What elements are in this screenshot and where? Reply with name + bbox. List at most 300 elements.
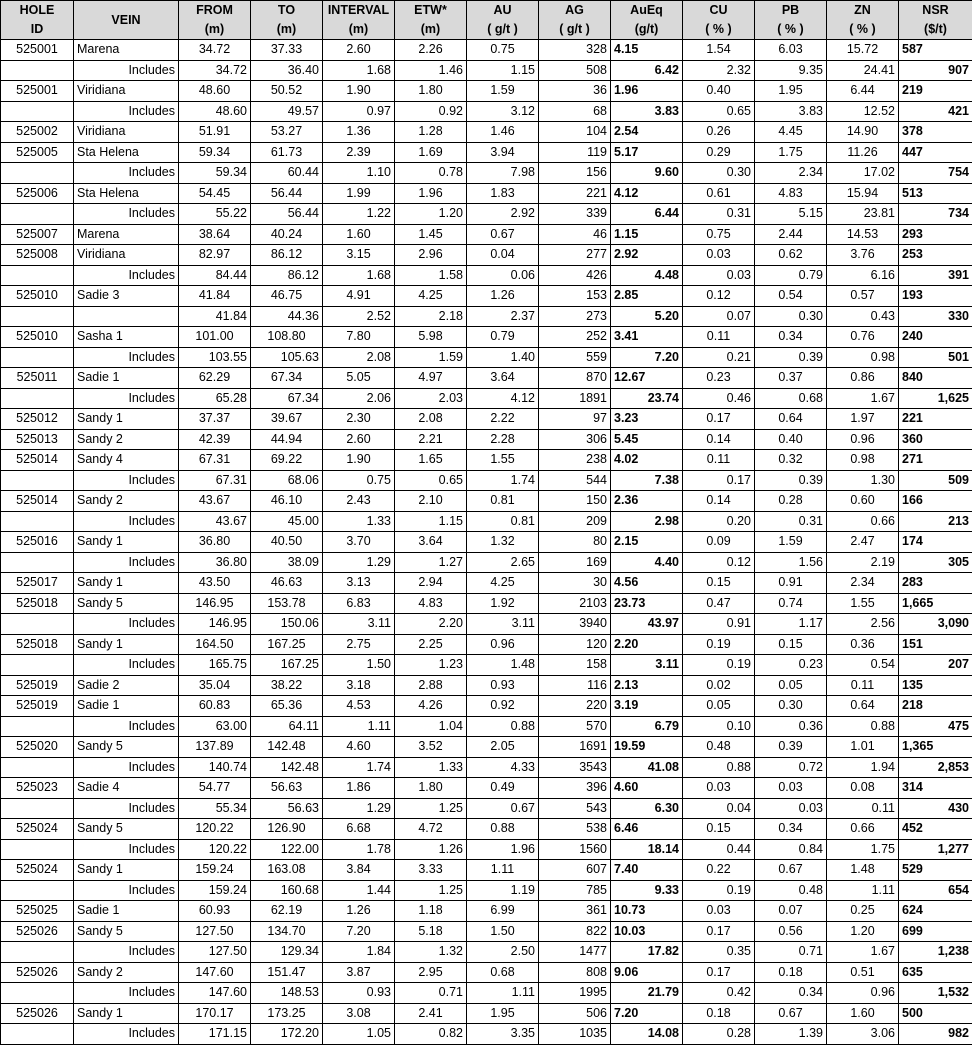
cell-to: 86.12 [251, 245, 323, 266]
table-row [1, 798, 972, 819]
cell-interval: 2.39 [323, 142, 395, 163]
cell-etw: 1.28 [395, 122, 467, 143]
cell-from: 103.55 [179, 347, 251, 368]
table-row [1, 306, 972, 327]
cell-cu: 0.12 [683, 552, 755, 573]
cell-aueq: 3.83 [611, 101, 683, 122]
cell-au: 3.11 [467, 614, 539, 635]
cell-ag: 328 [539, 40, 611, 61]
cell-aueq: 5.17 [611, 142, 683, 163]
cell-interval: 1.60 [323, 224, 395, 245]
cell-to: 46.10 [251, 491, 323, 512]
cell-cu: 0.18 [683, 1003, 755, 1024]
cell-zn: 1.75 [827, 839, 899, 860]
cell-from: 41.84 [179, 306, 251, 327]
cell-cu: 0.09 [683, 532, 755, 553]
cell-interval: 1.26 [323, 901, 395, 922]
cell-au: 0.81 [467, 511, 539, 532]
cell-interval: 1.78 [323, 839, 395, 860]
cell-nsr: 452 [899, 819, 972, 840]
cell-zn: 0.96 [827, 429, 899, 450]
cell-zn: 11.26 [827, 142, 899, 163]
cell-interval: 6.83 [323, 593, 395, 614]
cell-au: 2.92 [467, 204, 539, 225]
table-row [1, 286, 972, 307]
cell-cu: 0.11 [683, 327, 755, 348]
cell-au: 3.94 [467, 142, 539, 163]
cell-aueq: 4.56 [611, 573, 683, 594]
cell-interval: 3.70 [323, 532, 395, 553]
cell-nsr: 501 [899, 347, 972, 368]
cell-pb: 0.18 [755, 962, 827, 983]
cell-aueq: 7.20 [611, 1003, 683, 1024]
cell-pb: 1.95 [755, 81, 827, 102]
cell-au: 4.25 [467, 573, 539, 594]
cell-interval: 1.84 [323, 942, 395, 963]
cell-interval: 1.90 [323, 81, 395, 102]
cell-hole-id: 525019 [1, 696, 74, 717]
unit-au: ( g/t ) [467, 20, 539, 40]
cell-au: 0.68 [467, 962, 539, 983]
cell-etw: 1.26 [395, 839, 467, 860]
cell-pb: 0.36 [755, 716, 827, 737]
cell-aueq: 4.60 [611, 778, 683, 799]
cell-vein: Includes [74, 60, 179, 81]
cell-to: 134.70 [251, 921, 323, 942]
cell-aueq: 6.44 [611, 204, 683, 225]
cell-from: 34.72 [179, 40, 251, 61]
cell-cu: 0.61 [683, 183, 755, 204]
cell-etw: 1.80 [395, 778, 467, 799]
cell-from: 140.74 [179, 757, 251, 778]
cell-zn: 0.96 [827, 983, 899, 1004]
cell-ag: 1691 [539, 737, 611, 758]
cell-from: 43.50 [179, 573, 251, 594]
cell-cu: 0.29 [683, 142, 755, 163]
cell-vein: Sasha 1 [74, 327, 179, 348]
table-row [1, 224, 972, 245]
cell-ag: 808 [539, 962, 611, 983]
table-row [1, 655, 972, 676]
table-row [1, 388, 972, 409]
cell-interval: 3.84 [323, 860, 395, 881]
cell-ag: 559 [539, 347, 611, 368]
cell-interval: 1.50 [323, 655, 395, 676]
cell-pb: 0.34 [755, 983, 827, 1004]
cell-nsr: 907 [899, 60, 972, 81]
cell-aueq: 23.74 [611, 388, 683, 409]
cell-to: 38.09 [251, 552, 323, 573]
cell-from: 60.93 [179, 901, 251, 922]
cell-to: 163.08 [251, 860, 323, 881]
cell-to: 36.40 [251, 60, 323, 81]
cell-from: 82.97 [179, 245, 251, 266]
cell-pb: 0.34 [755, 819, 827, 840]
cell-hole-id: 525024 [1, 860, 74, 881]
cell-vein: Sandy 1 [74, 573, 179, 594]
cell-cu: 0.75 [683, 224, 755, 245]
cell-hole-id [1, 388, 74, 409]
cell-pb: 0.67 [755, 1003, 827, 1024]
cell-nsr: 475 [899, 716, 972, 737]
cell-hole-id: 525001 [1, 40, 74, 61]
table-row [1, 696, 972, 717]
cell-nsr: 213 [899, 511, 972, 532]
cell-ag: 238 [539, 450, 611, 471]
cell-cu: 0.31 [683, 204, 755, 225]
cell-etw: 1.69 [395, 142, 467, 163]
cell-etw: 3.52 [395, 737, 467, 758]
cell-au: 0.49 [467, 778, 539, 799]
cell-etw: 2.95 [395, 962, 467, 983]
cell-to: 108.80 [251, 327, 323, 348]
unit-ag: ( g/t ) [539, 20, 611, 40]
cell-nsr: 218 [899, 696, 972, 717]
cell-ag: 153 [539, 286, 611, 307]
unit-zn: ( % ) [827, 20, 899, 40]
cell-to: 46.75 [251, 286, 323, 307]
unit-hole: ID [1, 20, 74, 40]
cell-au: 3.12 [467, 101, 539, 122]
cell-hole-id [1, 511, 74, 532]
cell-etw: 2.03 [395, 388, 467, 409]
cell-aueq: 3.23 [611, 409, 683, 430]
cell-etw: 5.18 [395, 921, 467, 942]
cell-from: 159.24 [179, 860, 251, 881]
cell-ag: 870 [539, 368, 611, 389]
table-row [1, 101, 972, 122]
cell-vein: Includes [74, 388, 179, 409]
header-vein: VEIN [74, 1, 179, 40]
cell-zn: 0.98 [827, 450, 899, 471]
cell-aueq: 4.02 [611, 450, 683, 471]
cell-etw: 2.25 [395, 634, 467, 655]
cell-ag: 396 [539, 778, 611, 799]
cell-ag: 169 [539, 552, 611, 573]
table-row [1, 737, 972, 758]
cell-pb: 0.39 [755, 737, 827, 758]
cell-ag: 209 [539, 511, 611, 532]
cell-au: 0.88 [467, 819, 539, 840]
cell-cu: 0.26 [683, 122, 755, 143]
cell-au: 0.96 [467, 634, 539, 655]
cell-nsr: 330 [899, 306, 972, 327]
cell-vein: Sandy 1 [74, 860, 179, 881]
cell-to: 68.06 [251, 470, 323, 491]
cell-to: 38.22 [251, 675, 323, 696]
cell-ag: 570 [539, 716, 611, 737]
cell-cu: 0.44 [683, 839, 755, 860]
cell-hole-id [1, 839, 74, 860]
table-row [1, 122, 972, 143]
cell-au: 4.33 [467, 757, 539, 778]
cell-aueq: 1.96 [611, 81, 683, 102]
cell-pb: 4.83 [755, 183, 827, 204]
cell-au: 1.95 [467, 1003, 539, 1024]
cell-nsr: 635 [899, 962, 972, 983]
cell-zn: 0.60 [827, 491, 899, 512]
cell-aueq: 5.20 [611, 306, 683, 327]
cell-hole-id [1, 655, 74, 676]
cell-etw: 2.88 [395, 675, 467, 696]
table-row [1, 921, 972, 942]
cell-vein: Includes [74, 614, 179, 635]
cell-cu: 0.15 [683, 819, 755, 840]
cell-au: 7.98 [467, 163, 539, 184]
unit-from: (m) [179, 20, 251, 40]
cell-cu: 0.03 [683, 265, 755, 286]
cell-au: 3.64 [467, 368, 539, 389]
table-row [1, 40, 972, 61]
cell-pb: 0.34 [755, 327, 827, 348]
cell-aueq: 12.67 [611, 368, 683, 389]
cell-cu: 0.35 [683, 942, 755, 963]
cell-to: 86.12 [251, 265, 323, 286]
cell-zn: 2.19 [827, 552, 899, 573]
cell-etw: 1.25 [395, 880, 467, 901]
table-row [1, 757, 972, 778]
cell-from: 36.80 [179, 552, 251, 573]
cell-cu: 0.14 [683, 429, 755, 450]
cell-ag: 1891 [539, 388, 611, 409]
cell-zn: 24.41 [827, 60, 899, 81]
cell-cu: 0.19 [683, 634, 755, 655]
cell-etw: 4.26 [395, 696, 467, 717]
cell-interval: 1.10 [323, 163, 395, 184]
cell-ag: 426 [539, 265, 611, 286]
cell-zn: 0.64 [827, 696, 899, 717]
cell-from: 62.29 [179, 368, 251, 389]
cell-ag: 46 [539, 224, 611, 245]
cell-interval: 2.52 [323, 306, 395, 327]
cell-etw: 4.83 [395, 593, 467, 614]
cell-nsr: 135 [899, 675, 972, 696]
cell-nsr: 624 [899, 901, 972, 922]
cell-ag: 104 [539, 122, 611, 143]
table-row [1, 1003, 972, 1024]
cell-from: 67.31 [179, 450, 251, 471]
table-row [1, 429, 972, 450]
cell-au: 1.11 [467, 860, 539, 881]
cell-aueq: 3.41 [611, 327, 683, 348]
unit-etw: (m) [395, 20, 467, 40]
cell-pb: 1.56 [755, 552, 827, 573]
cell-vein: Includes [74, 716, 179, 737]
cell-interval: 1.33 [323, 511, 395, 532]
cell-cu: 0.22 [683, 860, 755, 881]
cell-etw: 4.72 [395, 819, 467, 840]
cell-aueq: 6.79 [611, 716, 683, 737]
cell-from: 59.34 [179, 142, 251, 163]
cell-pb: 0.37 [755, 368, 827, 389]
cell-from: 51.91 [179, 122, 251, 143]
cell-cu: 0.03 [683, 778, 755, 799]
cell-cu: 0.20 [683, 511, 755, 532]
cell-ag: 822 [539, 921, 611, 942]
cell-interval: 2.08 [323, 347, 395, 368]
cell-from: 159.24 [179, 880, 251, 901]
cell-vein: Viridiana [74, 245, 179, 266]
cell-to: 61.73 [251, 142, 323, 163]
cell-pb: 0.03 [755, 778, 827, 799]
cell-pb: 9.35 [755, 60, 827, 81]
cell-from: 84.44 [179, 265, 251, 286]
header-aueq: AuEq [611, 1, 683, 21]
cell-cu: 0.12 [683, 286, 755, 307]
cell-vein: Sadie 3 [74, 286, 179, 307]
table-row [1, 778, 972, 799]
cell-au: 0.79 [467, 327, 539, 348]
cell-aueq: 2.20 [611, 634, 683, 655]
cell-ag: 30 [539, 573, 611, 594]
cell-vein: Includes [74, 101, 179, 122]
cell-to: 167.25 [251, 655, 323, 676]
cell-zn: 0.08 [827, 778, 899, 799]
cell-ag: 119 [539, 142, 611, 163]
cell-hole-id [1, 347, 74, 368]
cell-cu: 0.10 [683, 716, 755, 737]
cell-hole-id [1, 60, 74, 81]
cell-nsr: 193 [899, 286, 972, 307]
cell-ag: 158 [539, 655, 611, 676]
header-from: FROM [179, 1, 251, 21]
cell-vein: Includes [74, 983, 179, 1004]
cell-zn: 2.56 [827, 614, 899, 635]
cell-ag: 277 [539, 245, 611, 266]
cell-to: 50.52 [251, 81, 323, 102]
cell-nsr: 500 [899, 1003, 972, 1024]
cell-vein: Includes [74, 552, 179, 573]
cell-etw: 4.25 [395, 286, 467, 307]
cell-etw: 0.71 [395, 983, 467, 1004]
table-row [1, 81, 972, 102]
cell-from: 48.60 [179, 101, 251, 122]
table-row [1, 675, 972, 696]
cell-etw: 2.21 [395, 429, 467, 450]
cell-interval: 1.74 [323, 757, 395, 778]
table-row [1, 839, 972, 860]
table-row [1, 491, 972, 512]
cell-hole-id: 525023 [1, 778, 74, 799]
cell-to: 160.68 [251, 880, 323, 901]
cell-from: 42.39 [179, 429, 251, 450]
cell-interval: 1.36 [323, 122, 395, 143]
cell-vein: Marena [74, 224, 179, 245]
cell-etw: 1.58 [395, 265, 467, 286]
cell-from: 165.75 [179, 655, 251, 676]
cell-cu: 0.17 [683, 962, 755, 983]
cell-to: 40.24 [251, 224, 323, 245]
cell-hole-id [1, 614, 74, 635]
cell-vein: Sandy 5 [74, 593, 179, 614]
cell-nsr: 529 [899, 860, 972, 881]
cell-hole-id: 525014 [1, 491, 74, 512]
cell-cu: 0.47 [683, 593, 755, 614]
cell-etw: 3.64 [395, 532, 467, 553]
cell-from: 120.22 [179, 819, 251, 840]
cell-etw: 0.65 [395, 470, 467, 491]
cell-interval: 1.29 [323, 798, 395, 819]
cell-nsr: 1,665 [899, 593, 972, 614]
cell-aueq: 4.12 [611, 183, 683, 204]
unit-cu: ( % ) [683, 20, 755, 40]
cell-to: 129.34 [251, 942, 323, 963]
cell-cu: 0.17 [683, 921, 755, 942]
cell-to: 67.34 [251, 368, 323, 389]
cell-from: 35.04 [179, 675, 251, 696]
cell-interval: 1.22 [323, 204, 395, 225]
cell-pb: 0.32 [755, 450, 827, 471]
cell-au: 0.93 [467, 675, 539, 696]
cell-zn: 12.52 [827, 101, 899, 122]
cell-pb: 0.54 [755, 286, 827, 307]
table-row [1, 265, 972, 286]
cell-ag: 538 [539, 819, 611, 840]
cell-nsr: 699 [899, 921, 972, 942]
cell-interval: 3.08 [323, 1003, 395, 1024]
cell-pb: 0.48 [755, 880, 827, 901]
cell-to: 142.48 [251, 737, 323, 758]
cell-interval: 2.60 [323, 40, 395, 61]
table-row [1, 634, 972, 655]
cell-zn: 0.98 [827, 347, 899, 368]
cell-ag: 221 [539, 183, 611, 204]
table-row [1, 327, 972, 348]
table-row [1, 716, 972, 737]
cell-pb: 2.44 [755, 224, 827, 245]
cell-nsr: 293 [899, 224, 972, 245]
cell-aueq: 21.79 [611, 983, 683, 1004]
cell-aueq: 43.97 [611, 614, 683, 635]
cell-pb: 0.39 [755, 470, 827, 491]
cell-hole-id [1, 1024, 74, 1045]
cell-vein: Sadie 1 [74, 696, 179, 717]
table-row [1, 368, 972, 389]
cell-pb: 2.34 [755, 163, 827, 184]
unit-pb: ( % ) [755, 20, 827, 40]
cell-to: 56.63 [251, 778, 323, 799]
cell-zn: 23.81 [827, 204, 899, 225]
cell-aueq: 10.03 [611, 921, 683, 942]
cell-vein: Sadie 1 [74, 368, 179, 389]
cell-aueq: 5.45 [611, 429, 683, 450]
cell-pb: 0.91 [755, 573, 827, 594]
cell-au: 0.04 [467, 245, 539, 266]
unit-to: (m) [251, 20, 323, 40]
cell-nsr: 207 [899, 655, 972, 676]
table-row [1, 511, 972, 532]
cell-cu: 1.54 [683, 40, 755, 61]
cell-zn: 17.02 [827, 163, 899, 184]
cell-from: 146.95 [179, 593, 251, 614]
cell-hole-id: 525012 [1, 409, 74, 430]
cell-hole-id: 525026 [1, 921, 74, 942]
cell-interval: 3.13 [323, 573, 395, 594]
cell-ag: 36 [539, 81, 611, 102]
table-row [1, 593, 972, 614]
cell-nsr: 421 [899, 101, 972, 122]
cell-ag: 2103 [539, 593, 611, 614]
cell-pb: 0.64 [755, 409, 827, 430]
cell-interval: 0.75 [323, 470, 395, 491]
cell-nsr: 253 [899, 245, 972, 266]
cell-au: 4.12 [467, 388, 539, 409]
cell-interval: 2.06 [323, 388, 395, 409]
cell-cu: 0.46 [683, 388, 755, 409]
cell-au: 2.05 [467, 737, 539, 758]
cell-from: 38.64 [179, 224, 251, 245]
cell-zn: 1.48 [827, 860, 899, 881]
